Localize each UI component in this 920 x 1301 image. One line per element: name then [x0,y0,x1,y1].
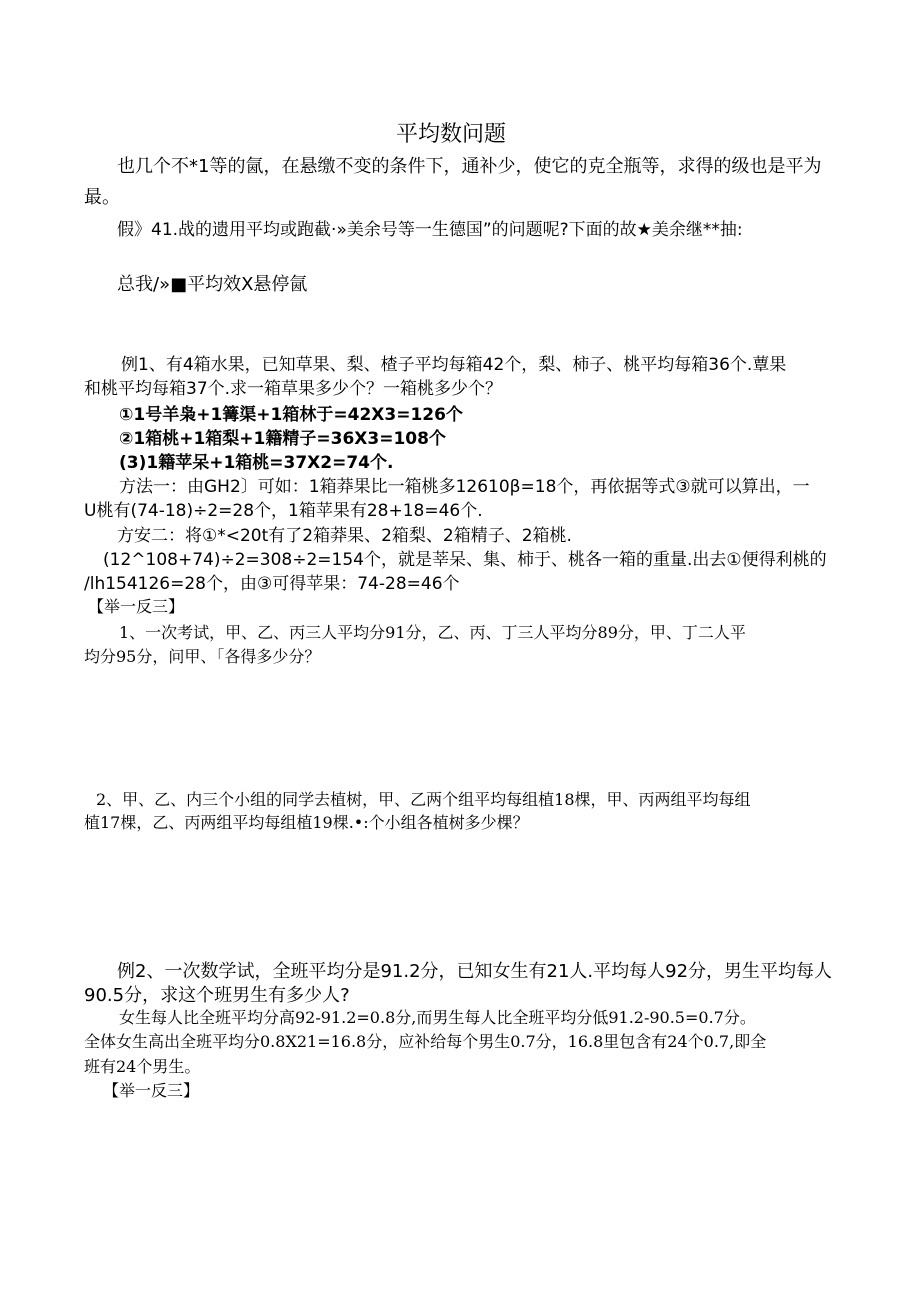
example1-line-1: 例1、有4箱水果，已知草果、梨、楂子平均每箱42个，梨、柿子、桃平均每箱36个.蕈果 [121,355,787,375]
intro-line-4: 总我/»■平均效X悬停氤 [117,274,308,295]
intro-line-1: 也几个不*1等的氤，在悬缴不变的条件下，通补少，使它的克全瓶等，求得的级也是平为 [117,156,822,177]
example1-step-2: ②1箱桃+1箱梨+1籍精子=36X3=108个 [119,429,446,449]
example1-method2-line-2: (12^108+74)÷2=308÷2=154个，就是莘呆、集、柿于、桃各一箱的重量.出去①便得利桃的 [103,550,827,570]
example1-line-2: 和桃平均每箱37个.求一箱草果多少个？一箱桃多少个？ [84,379,503,399]
practice1-q1-line-1: 1、一次考试，甲、乙、丙三人平均分91分，乙、丙、丁三人平均分89分，甲、丁二人平 [119,623,746,642]
example2-solution-line-3: 班有24个男生。 [84,1057,201,1076]
example1-step-1: ①1号羊枭+1篝渠+1箱林于=42X3=126个 [119,405,463,425]
example2-solution-line-1: 女生每人比全班平均分高92-91.2=0.8分,而男生每人比全班平均分低91.2-90.5=0.7分。 [119,1008,756,1027]
example2-line-1: 例2、一次数学试，全班平均分是91.2分，已知女生有21人.平均每人92分，男生平均每人 [117,961,833,982]
practice1-q2-line-2: 植17棵，乙、丙两组平均每组植19棵.•:个小组各植树多少棵？ [84,813,529,832]
practice1-q1-line-2: 均分95分，问甲、「各得多少分？ [84,647,321,666]
example2-solution-line-2: 全体女生高出全班平均分0.8X21=16.8分，应补给每个男生0.7分，16.8里包含有24个0.7,即全 [84,1032,767,1051]
practice1-q2-line-1: 2、甲、乙、内三个小组的同学去植树，甲、乙两个组平均每组植18棵，甲、丙两组平均每组 [96,790,751,809]
example1-method1-line-1: 方法一：由GH2〕可如：1箱莽果比一箱桃多12610β=18个，再依据等式③就可以算出，一 [119,477,810,497]
page-title: 平均数问题 [396,122,507,147]
example1-method1-line-2: U桃有(74-18)÷2=28个，1箱苹果有28+18=46个. [84,501,483,521]
practice1-heading: 【举一反三】 [88,597,185,616]
intro-line-2: 最。 [84,187,120,208]
example1-step-3: (3)1籍苹呆+1箱桃=37X2=74个. [119,453,394,473]
example1-method2-line-3: /lh154126=28个，由③可得苹果：74-28=46个 [84,574,460,594]
practice2-heading: 【举一反三】 [103,1081,200,1100]
example1-method2-line-1: 方安二：将①*<20t有了2箱莽果、2箱梨、2箱精子、2箱桃. [117,526,572,546]
intro-line-3: 假》41.战的遗用平均或跑截·»美余号等一生德国”的问题呢?下面的故★美余继**抽: [117,220,743,240]
example2-line-2: 90.5分，求这个班男生有多少人? [84,985,350,1006]
